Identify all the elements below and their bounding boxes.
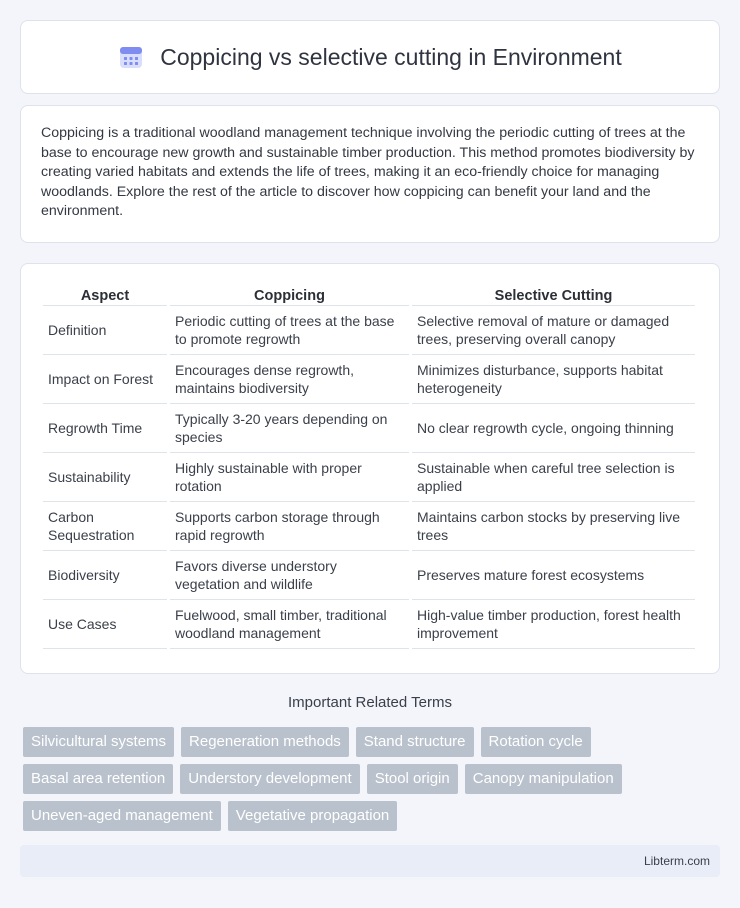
related-term-tag[interactable]: Uneven-aged management [23,801,221,831]
table-cell-aspect: Use Cases [43,600,167,649]
related-term-tag[interactable]: Vegetative propagation [228,801,397,831]
table-cell-selective: Maintains carbon stocks by preserving live trees [412,502,695,551]
table-row [43,306,695,355]
table-row [43,404,695,453]
column-header-aspect: Aspect [43,284,167,306]
table-cell-aspect: Regrowth Time [43,404,167,453]
table-header-row [43,284,695,306]
comparison-table [40,284,698,649]
related-term-tag[interactable]: Rotation cycle [481,727,591,757]
related-term-tag[interactable]: Stool origin [367,764,458,794]
table-cell-coppicing: Highly sustainable with proper rotation [170,453,409,502]
table-cell-selective: High-value timber production, forest health improvement [412,600,695,649]
table-cell-aspect: Definition [43,306,167,355]
table-row [43,355,695,404]
table-cell-coppicing: Typically 3-20 years depending on species [170,404,409,453]
table-row [43,600,695,649]
table-cell-selective: No clear regrowth cycle, ongoing thinning [412,404,695,453]
table-cell-aspect: Sustainability [43,453,167,502]
table-cell-coppicing: Supports carbon storage through rapid regrowth [170,502,409,551]
related-term-tag[interactable]: Understory development [180,764,359,794]
table-cell-aspect: Impact on Forest [43,355,167,404]
table-cell-selective: Preserves mature forest ecosystems [412,551,695,600]
column-header-coppicing: Coppicing [170,284,409,306]
related-term-tag[interactable]: Canopy manipulation [465,764,622,794]
related-term-tag[interactable]: Silvicultural systems [23,727,174,757]
table-cell-aspect: Carbon Sequestration [43,502,167,551]
related-terms-title: Important Related Terms [288,694,452,711]
related-term-tag[interactable]: Stand structure [356,727,474,757]
table-cell-selective: Sustainable when careful tree selection is applied [412,453,695,502]
table-cell-coppicing: Fuelwood, small timber, traditional woodland management [170,600,409,649]
related-term-tag[interactable]: Basal area retention [23,764,173,794]
table-cell-aspect: Biodiversity [43,551,167,600]
column-header-selective-cutting: Selective Cutting [412,284,695,306]
related-terms-list [23,727,723,831]
page-title: Coppicing vs selective cutting in Environment [160,43,622,70]
table-row [43,453,695,502]
related-term-tag[interactable]: Regeneration methods [181,727,349,757]
title-card [20,20,720,94]
intro-card [20,105,720,243]
table-cell-selective: Selective removal of mature or damaged trees, preserving overall canopy [412,306,695,355]
comparison-table-card [20,263,720,674]
table-cell-coppicing: Periodic cutting of trees at the base to promote regrowth [170,306,409,355]
table-cell-selective: Minimizes disturbance, supports habitat heterogeneity [412,355,695,404]
table-cell-coppicing: Favors diverse understory vegetation and wildlife [170,551,409,600]
intro-paragraph: Coppicing is a traditional woodland management technique involving the periodic cutting of trees at the base to encourage new growth and sustainable timber production. This method promotes biodiversity by creating varied habitats and extends the life of trees, making it an eco-friendly choice for managing woodlands. Explore the rest of the article to discover how coppicing can benefit your land and the environment. [41,125,695,219]
table-row [43,551,695,600]
footer-brand-link[interactable]: Libterm.com [643,854,710,868]
table-row [43,502,695,551]
table-cell-coppicing: Encourages dense regrowth, maintains biodiversity [170,355,409,404]
calendar-icon [118,44,144,70]
footer [20,845,720,877]
